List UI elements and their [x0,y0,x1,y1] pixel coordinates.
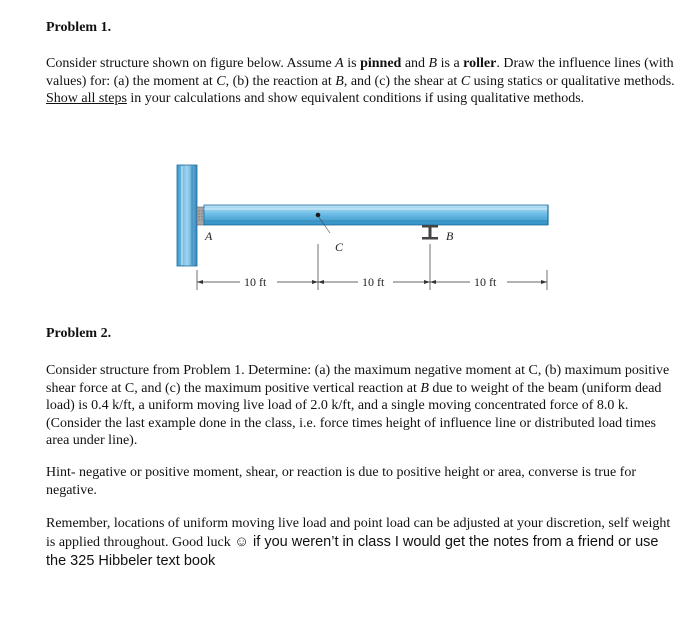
label-b: B [446,229,454,243]
problem-1-heading: Problem 1. [46,20,112,35]
column [177,165,197,266]
show-all-steps-underlined: Show all steps [46,91,127,106]
beam-figure [170,160,570,295]
label-c: C [335,240,344,254]
smiley-icon: ☺ [234,533,250,550]
dimension-2: 10 ft [362,275,385,289]
dimension-3: 10 ft [474,275,497,289]
var-b: B [428,56,438,71]
label-a: A [205,229,213,243]
var-a: A [335,56,344,71]
problem-2-statement: Consider structure from Problem 1. Determine: (a) the maximum negative moment at C, (b) maximum positive shear force at C, and (c) the maximum positive vertical reaction at B due to weight of the beam (uniform dead load) is 0.4 k/ft, a uniform moving live load of 2.0 k/ft, and a single moving concentrated force of 8.0 k. (Consider the last example done in the class, i.e. force times height of influence line or distributed load times area under line). [46,363,670,448]
remember-paragraph: Remember, locations of uniform moving live load and point load can be adjusted at your discretion, self weight is applied throughout. Good luck ☺ if you weren’t in class I would get the notes from a friend or use the 325 Hibbeler text book [46,516,671,569]
point-c-marker [316,213,321,218]
connection-plate [197,207,204,225]
beam [204,205,548,225]
problem-1-statement: Consider structure shown on figure below. Assume A is pinned and B is a roller. Draw the influence lines (with values) for: (a) the moment at C, (b) the reaction at B, and (c) the shear at C using statics or qualitative methods. Show all steps in your calculations and show equivalent conditions if using qualitative methods. [46,56,675,106]
hint-paragraph: Hint- negative or positive moment, shear, or reaction is due to positive height or area, converse is true for negative. [46,465,636,498]
roller-support [422,225,438,240]
dimension-1: 10 ft [244,275,267,289]
roller-term: roller [463,56,497,71]
problem-2-heading: Problem 2. [46,326,112,341]
pinned-term: pinned [360,56,402,71]
